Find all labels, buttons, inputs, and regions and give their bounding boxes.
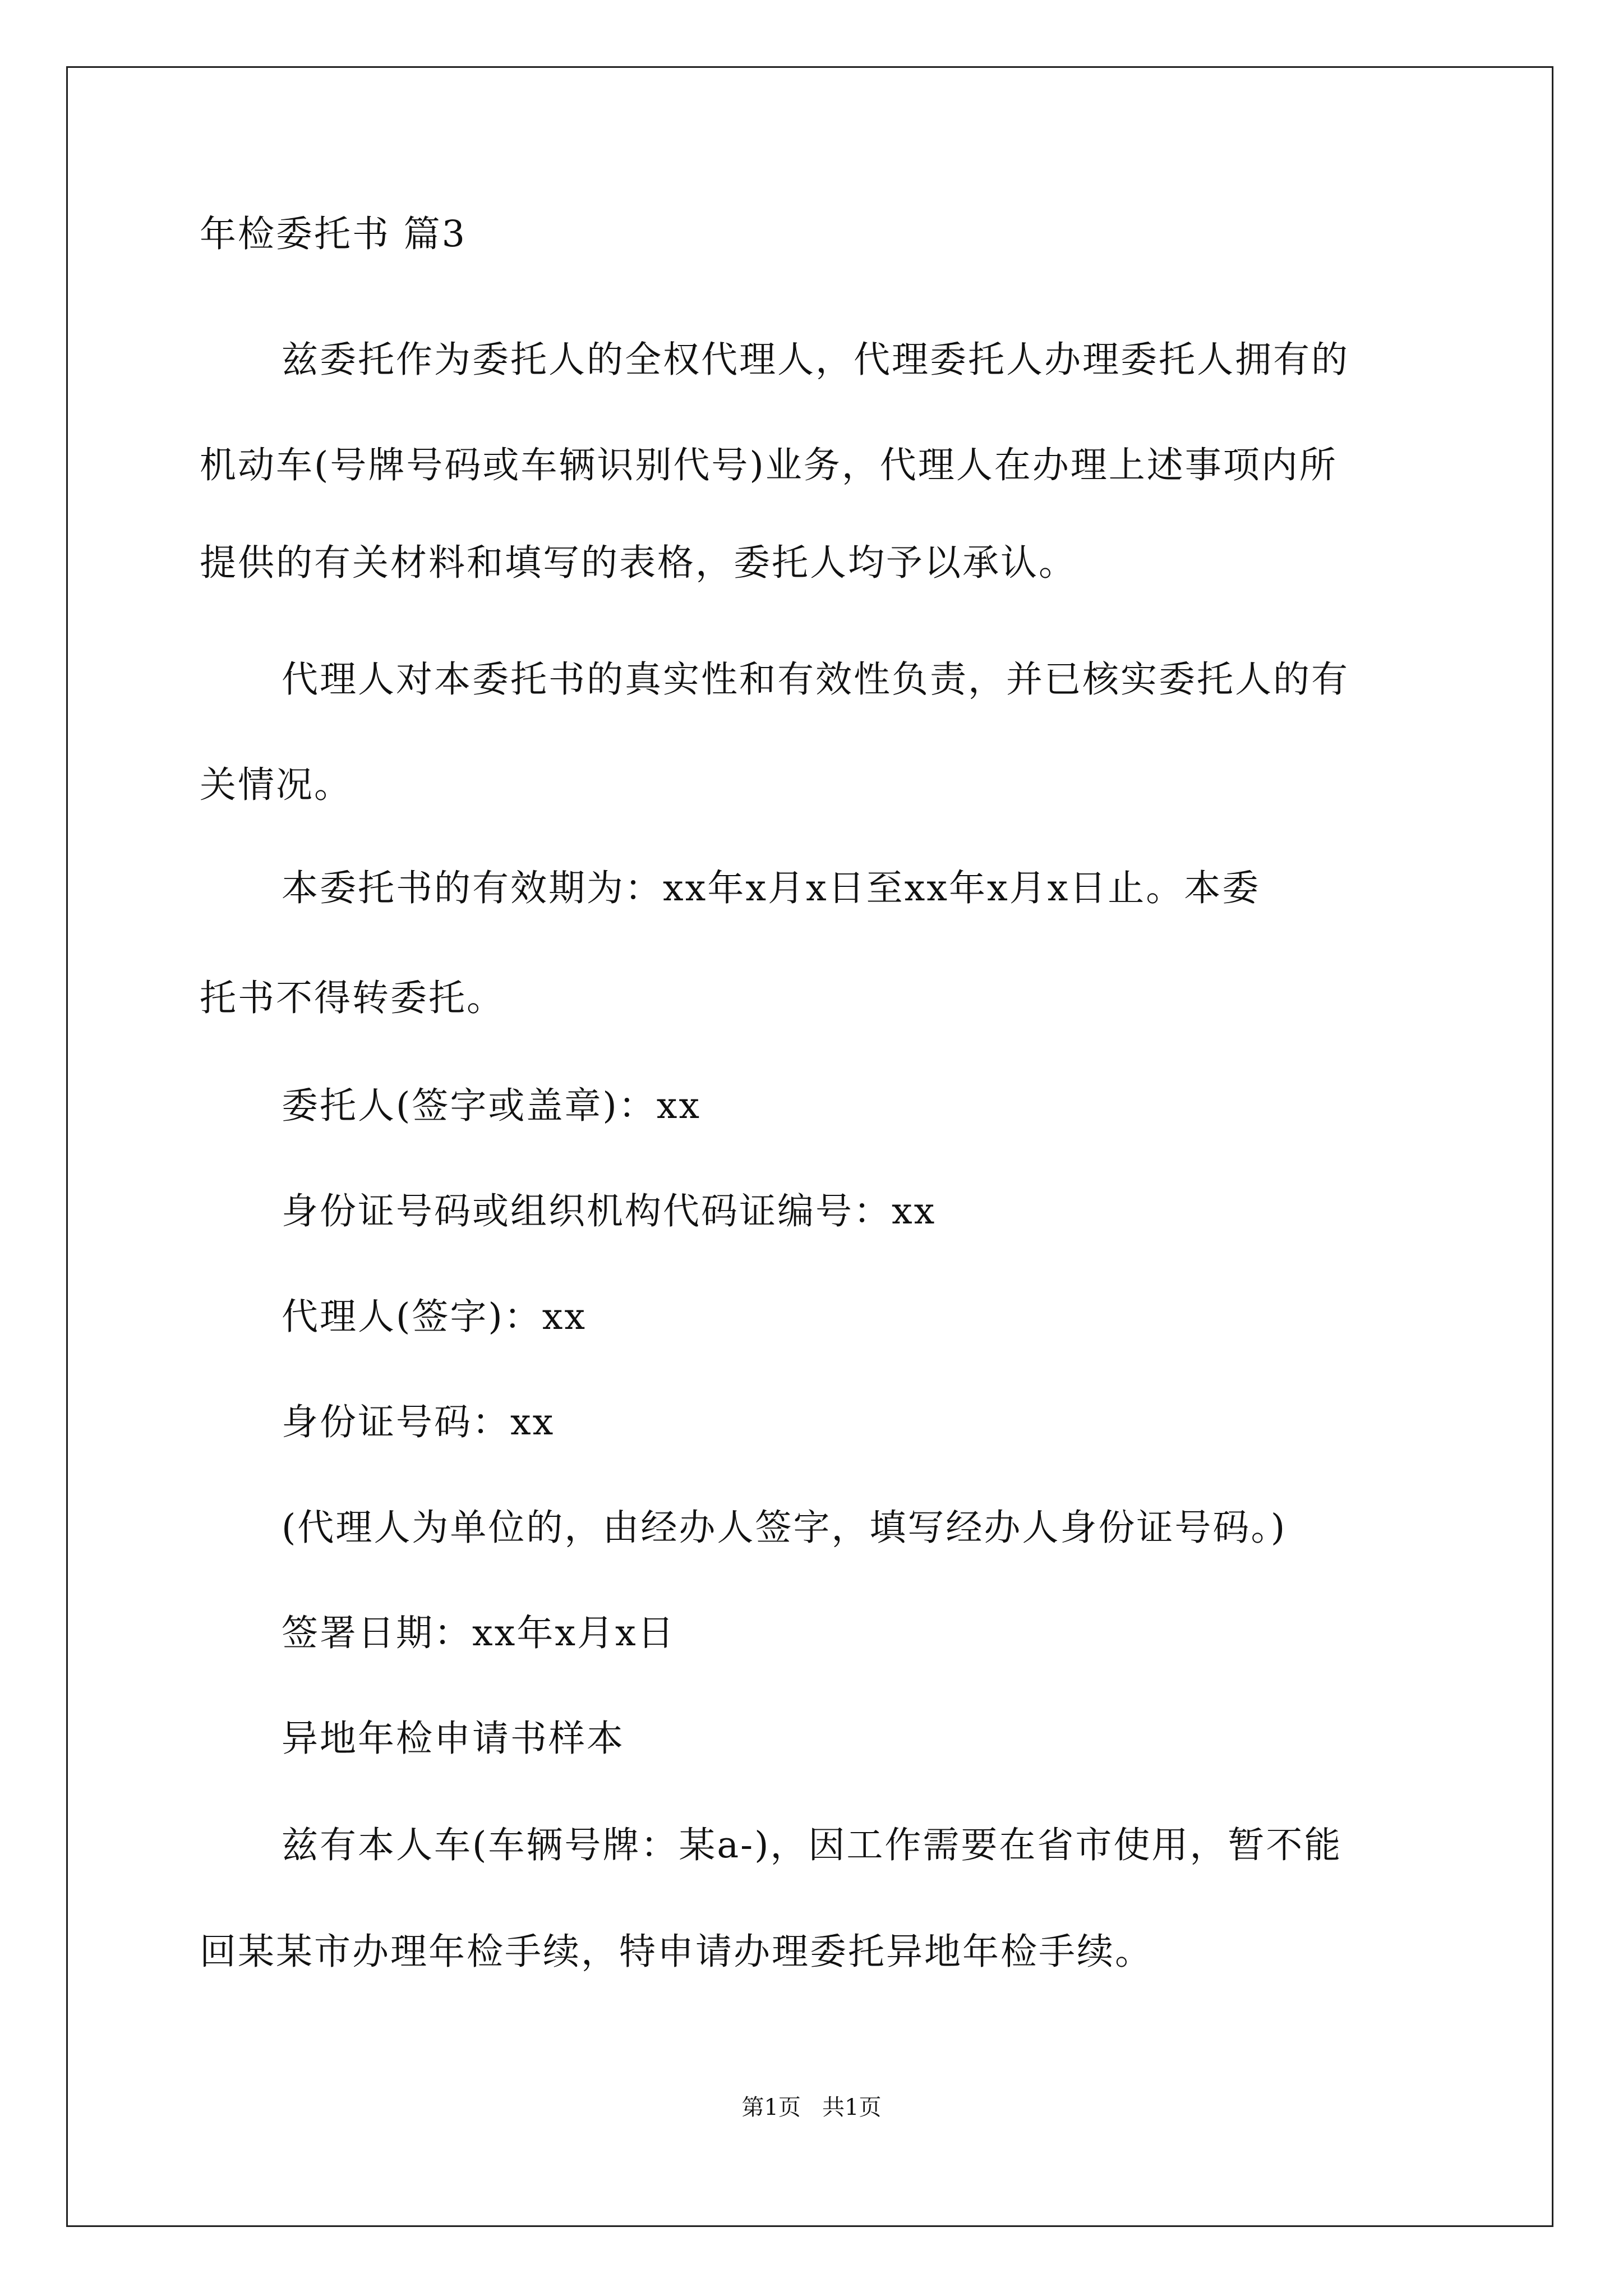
agent-note-line: (代理人为单位的，由经办人签字，填写经办人身份证号码。) [282, 1507, 1287, 1549]
paragraph-3-line-1: 本委托书的有效期为：xx年x月x日至xx年x月x日止。本委 [282, 867, 1261, 909]
paragraph-4-line-2: 回某某市办理年检手续，特申请办理委托异地年检手续。 [200, 1931, 1154, 1973]
page-footer: 第1页 共1页 [741, 2095, 882, 2120]
agent-id-line: 身份证号码：xx [282, 1401, 555, 1443]
signing-date-line: 签署日期：xx年x月x日 [282, 1612, 676, 1654]
principal-id-line: 身份证号码或组织机构代码证编号：xx [282, 1190, 937, 1232]
paragraph-3-line-2: 托书不得转委托。 [200, 977, 505, 1019]
paragraph-2-line-1: 代理人对本委托书的真实性和有效性负责，并已核实委托人的有 [282, 659, 1350, 701]
paragraph-1-line-3: 提供的有关材料和填写的表格，委托人均予以承认。 [200, 542, 1077, 584]
sample-title: 异地年检申请书样本 [282, 1718, 625, 1760]
paragraph-1-line-2: 机动车(号牌号码或车辆识别代号)业务，代理人在办理上述事项内所 [200, 444, 1338, 486]
paragraph-1-line-1: 兹委托作为委托人的全权代理人，代理委托人办理委托人拥有的 [282, 339, 1350, 381]
principal-signature-line: 委托人(签字或盖章)：xx [282, 1085, 702, 1127]
page-border [66, 66, 1553, 2227]
document-heading: 年检委托书 篇3 [200, 213, 467, 255]
paragraph-2-line-2: 关情况。 [200, 764, 353, 806]
agent-signature-line: 代理人(签字)：xx [282, 1296, 587, 1338]
paragraph-4-line-1: 兹有本人车(车辆号牌：某a-)，因工作需要在省市使用，暂不能 [282, 1824, 1343, 1866]
